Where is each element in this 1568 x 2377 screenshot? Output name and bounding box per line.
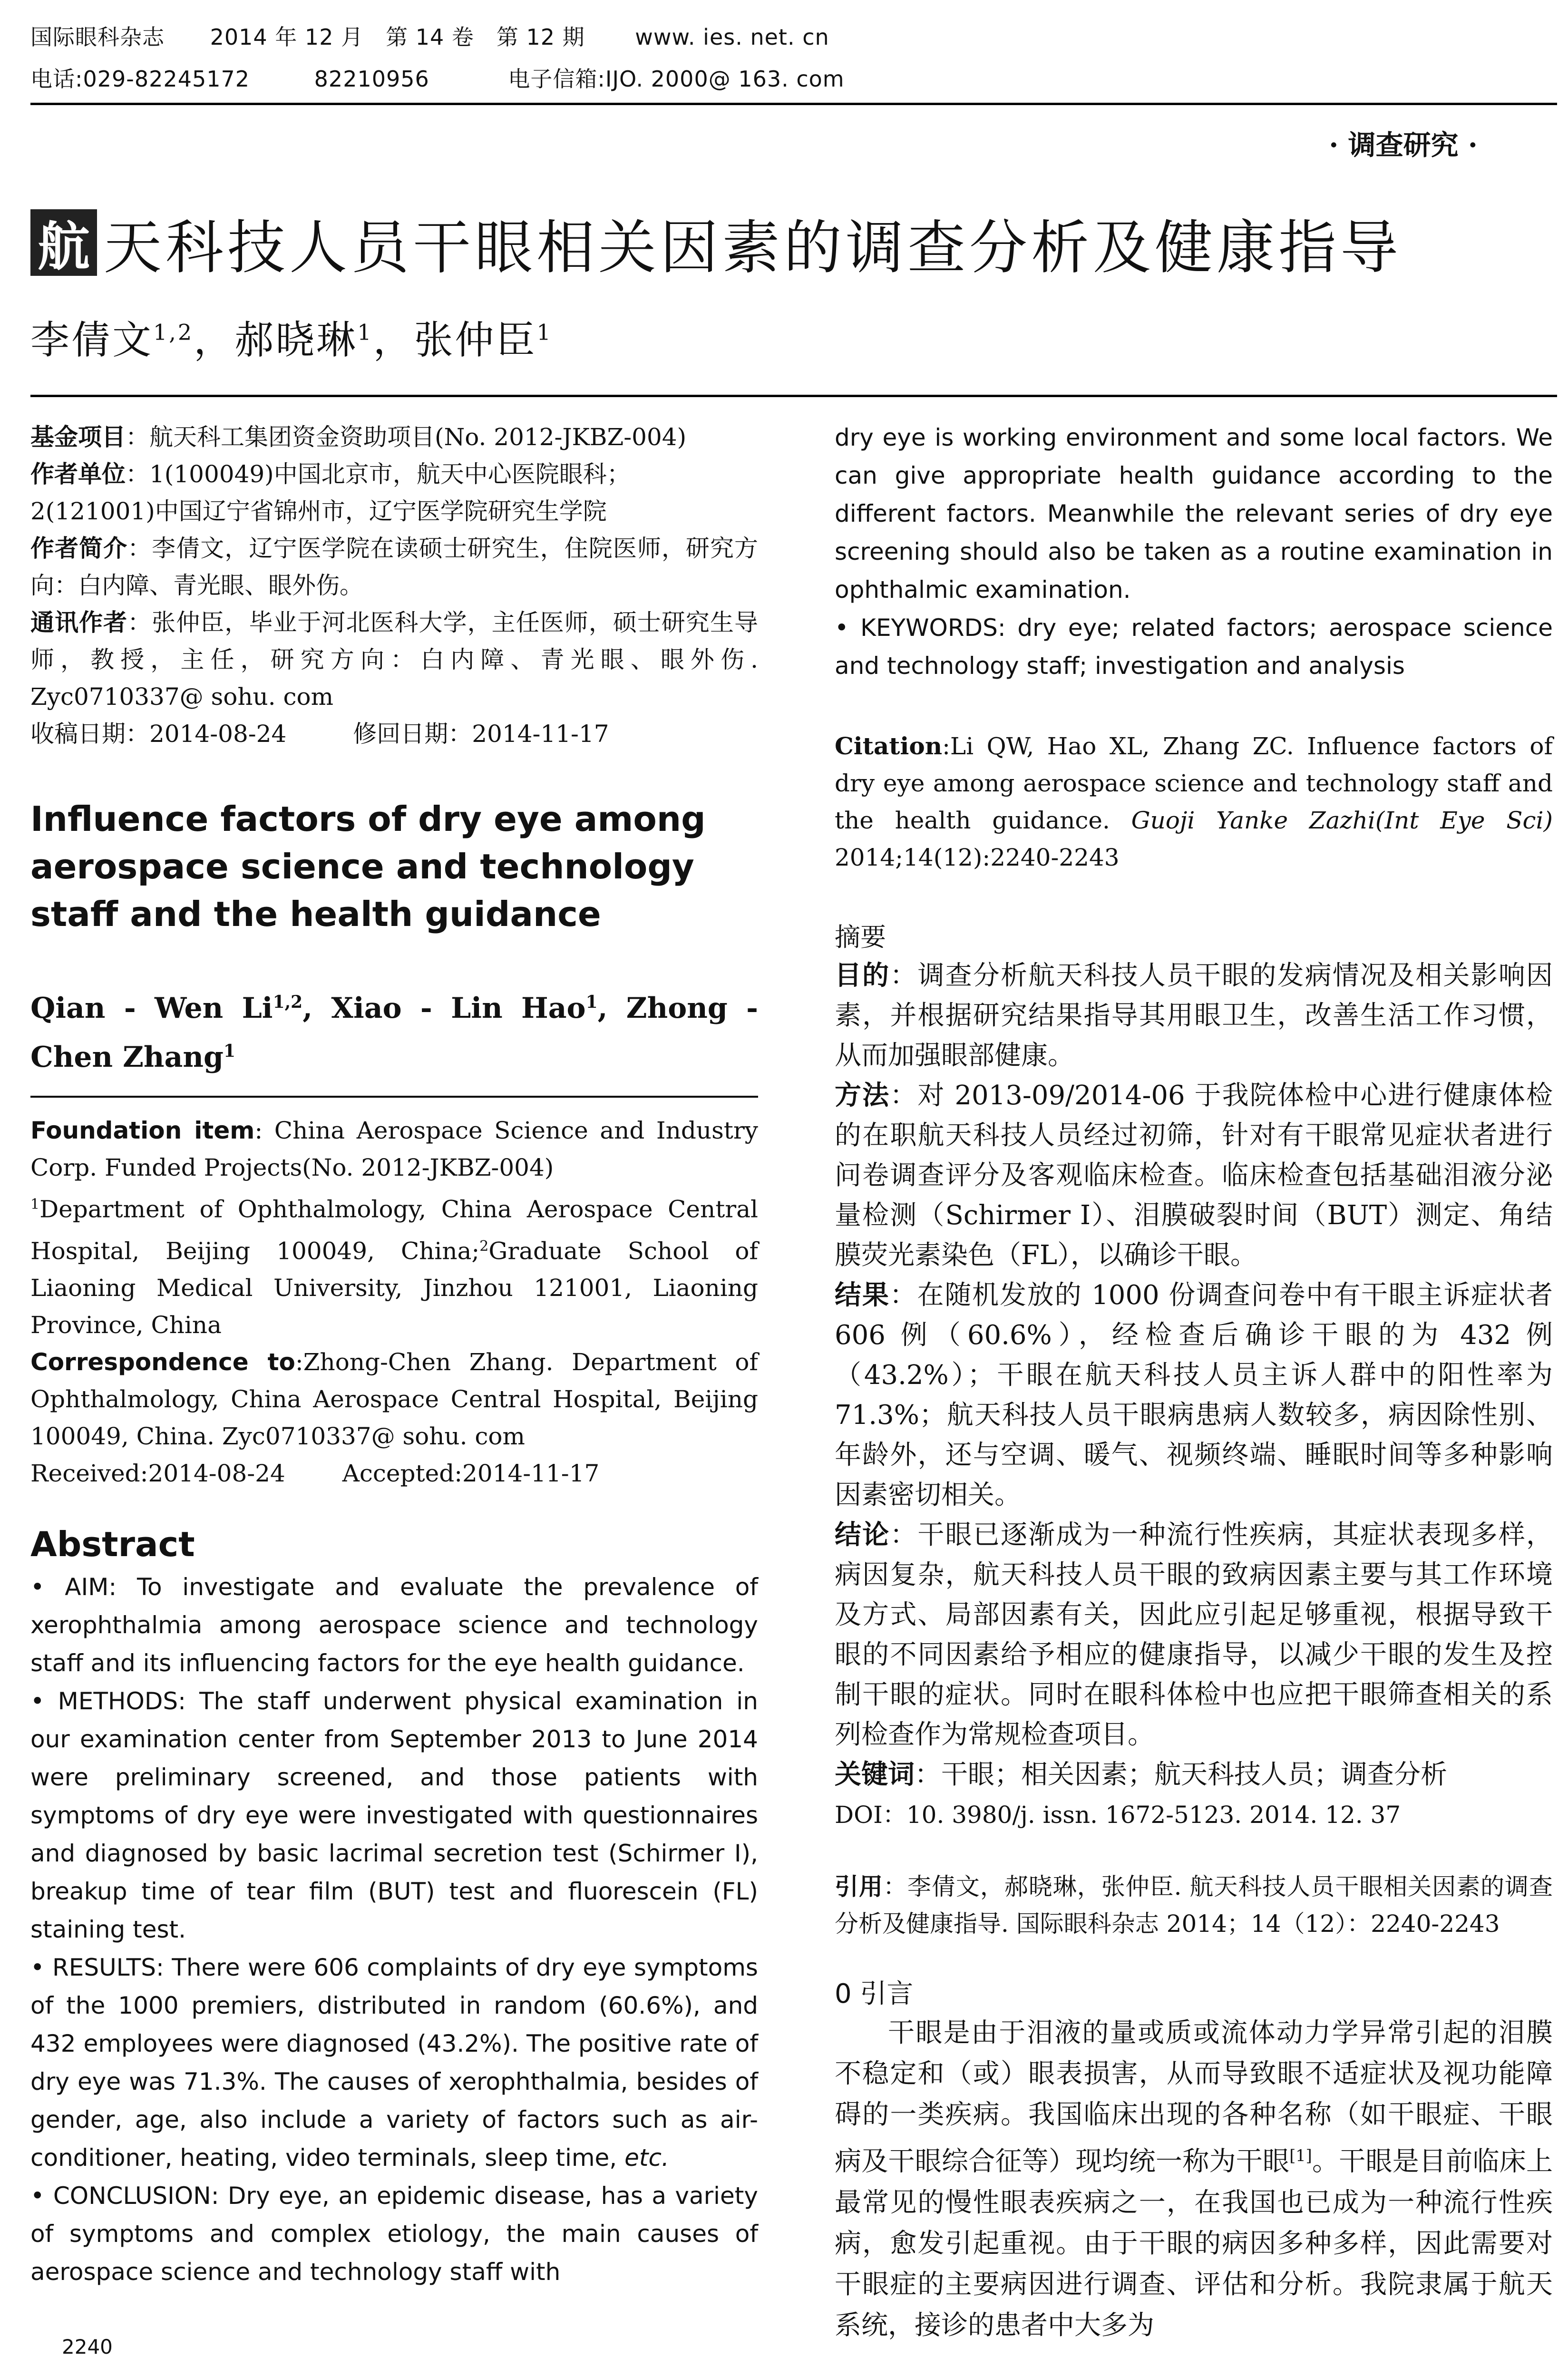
- abstract-results: • RESULTS: There were 606 complaints of dry eye symptoms of the 1000 premiers, distributed in random (60.6%), and 432 employees were diagnosed (43.2%). The positive rate of dry eye was 71.3%. The causes of xerophthalmia, besides of gender, age, also include a variety of factors such as air-conditioner, heating, video terminals, sleep time, etc.: [30, 1948, 758, 2177]
- en-authors: Qian - Wen Li$^{1,2}$, Xiao - Lin Hao$^1$, Zhong - Chen Zhang$^1$: [30, 992, 758, 1074]
- author-2: 郝晓琳: [234, 318, 358, 363]
- author-units: 作者单位：1(100049)中国北京市，航天中心医院眼科； 2(121001)中国辽宁省锦州市，辽宁医学院研究生学院: [30, 460, 631, 525]
- abstract-methods: • METHODS: The staff underwent physical examination in our examination center from September 2013 to June 2014 were preliminary screened, and those patients with symptoms of dry eye were investigated with questionnaires and diagnosed by basic lacrimal secretion test (Schirmer I), breakup time of tear film (BUT) test and fluorescein (FL) staining test.: [30, 1682, 758, 1948]
- page-number: 2240: [62, 2335, 113, 2358]
- phone: 电话:029-82245172: [30, 66, 250, 92]
- abstract-cn-methods: 方法：对 2013-09/2014-06 于我院体检中心进行健康体检的在职航天科技人员经过初筛，针对有干眼常见症状者进行问卷调查评分及客观临床检查。临床检查包括基础泪液分泌量检测（Schirmer Ⅰ）、泪膜破裂时间（BUT）测定、角结膜荧光素染色（FL），以确诊干眼。: [835, 1080, 1553, 1271]
- abstract-aim: • AIM: To investigate and evaluate the prevalence of xerophthalmia among aerospace science and technology staff and its influencing factors for the eye health guidance.: [30, 1568, 758, 1682]
- departments-en: $^1$Department of Ophthalmology, China Aerospace Central Hospital, Beijing 100049, China;$^2$Graduate School of Liaoning Medical University, Jinzhou 121001, Liaoning Province, China: [30, 1195, 759, 1339]
- title-rule: [30, 395, 1557, 397]
- dates-en: Received:2014-08-24 Accepted:2014-11-17: [30, 1460, 600, 1488]
- right-column: [835, 419, 1553, 2346]
- keywords-cn: 关键词：干眼；相关因素；航天科技人员；调查分析: [835, 1759, 1447, 1790]
- abstract-conclusion-cont: dry eye is working environment and some local factors. We can give appropriate health guidance according to the different factors. Meanwhile the relevant series of dry eye screening should also be taken as a routine examination in ophthalmic examination.: [835, 424, 1553, 604]
- title-text: 天科技人员干眼相关因素的调查分析及健康指导: [104, 214, 1402, 282]
- author-3: 张仲臣: [414, 318, 537, 363]
- phone-2: 82210956: [314, 66, 429, 92]
- abstract-cn-aim: 目的：调查分析航天科技人员干眼的发病情况及相关影响因素，并根据研究结果指导其用眼卫生，改善生活工作习惯，从而加强眼部健康。: [835, 960, 1553, 1071]
- author-bio: 作者简介：李倩文，辽宁医学院在读硕士研究生，住院医师，研究方向：白内障、青光眼、眼外伤。: [30, 535, 759, 599]
- correspondence-en: Correspondence to:Zhong-Chen Zhang. Department of Ophthalmology, China Aerospace Central Hospital, Beijing 100049, China. Zyc0710337@ sohu. com: [30, 1348, 758, 1451]
- website[interactable]: www. ies. net. cn: [635, 24, 829, 50]
- en-authors-rule: [30, 1096, 758, 1098]
- abstract-cn-heading: 摘要: [835, 922, 886, 952]
- intro-paragraph: 干眼是由于泪液的量或质或流体动力学异常引起的泪膜不稳定和（或）眼表损害，从而导致眼不适症状及视功能障碍的一类疾病。我国临床出现的各种名称（如干眼症、干眼病及干眼综合征等）现均统一称为干眼[1]。干眼是目前临床上最常见的慢性眼表疾病之一，在我国也已成为一种流行性疾病，愈发引起重视。由于干眼的病因多种多样，因此需要对干眼症的主要病因进行调查、评估和分析。我院隶属于航天系统，接诊的患者中大多为: [835, 2017, 1553, 2341]
- article-title: [30, 200, 1402, 285]
- intro-heading: 0 引言: [835, 1978, 914, 2009]
- dates-cn: 收稿日期：2014-08-24 修回日期：2014-11-17: [30, 720, 609, 748]
- abstract-heading: Abstract: [30, 1524, 195, 1565]
- title-dropcap: 航: [30, 209, 97, 276]
- journal-name: 国际眼科杂志: [30, 24, 165, 50]
- journal-header-line2: [30, 66, 845, 92]
- doi[interactable]: DOI：10. 3980/j. issn. 1672-5123. 2014. 12. 37: [835, 1801, 1401, 1829]
- foundation-item-en: Foundation item: China Aerospace Science and Industry Corp. Funded Projects(No. 2012-JKBZ-004): [30, 1117, 758, 1181]
- author-3-affil: 1: [536, 319, 553, 345]
- author-1-affil: 1,2: [153, 319, 194, 345]
- abstract-conclusion: • CONCLUSION: Dry eye, an epidemic disease, has a variety of symptoms and complex etiology, the main causes of aerospace science and technology staff with: [30, 2177, 758, 2291]
- abstract-cn-results: 结果：在随机发放的 1000 份调查问卷中有干眼主诉症状者 606 例（60.6%），经检查后确诊干眼的为 432 例（43.2%）；干眼在航天科技人员主诉人群中的阳性率为 71.3%；航天科技人员干眼病患病人数较多，病因除性别、年龄外，还与空调、暖气、视频终端、睡眠时间等多种影响因素密切相关。: [835, 1280, 1553, 1510]
- author-2-affil: 1: [357, 319, 373, 345]
- author-1: 李倩文: [30, 318, 154, 363]
- fund-info: 基金项目：航天科工集团资金资助项目(No. 2012-JKBZ-004): [30, 423, 687, 451]
- corresponding-author: 通讯作者：张仲臣，毕业于河北医科大学，主任医师，硕士研究生导师，教授，主任，研究方向：白内障、青光眼、眼外伤. Zyc0710337@ sohu. com: [30, 609, 759, 711]
- header-rule: [30, 103, 1557, 105]
- left-column: [30, 419, 758, 2291]
- citation-cn: 引用：李倩文，郝晓琳，张仲臣. 航天科技人员干眼相关因素的调查分析及健康指导. 国际眼科杂志 2014；14（12）：2240-2243: [835, 1873, 1553, 1938]
- keywords-en: • KEYWORDS: dry eye; related factors; aerospace science and technology staff; investigation and analysis: [835, 609, 1553, 685]
- email[interactable]: 电子信箱:IJO. 2000@ 163. com: [508, 66, 845, 92]
- authors-cn: 李倩文$^{1,2}$，郝晓琳$^1$，张仲臣$^1$: [30, 318, 553, 363]
- section-label: · 调查研究 ·: [1329, 129, 1478, 161]
- journal-header-line1: [30, 24, 829, 50]
- abstract-cn-conclusion: 结论：干眼已逐渐成为一种流行性疾病，其症状表现多样，病因复杂，航天科技人员干眼的致病因素主要与其工作环境及方式、局部因素有关，因此应引起足够重视，根据导致干眼的不同因素给予相应的健康指导，以减少干眼的发生及控制干眼的症状。同时在眼科体检中也应把干眼筛查相关的系列检查作为常规检查项目。: [835, 1520, 1553, 1750]
- citation-en: Citation:Li QW, Hao XL, Zhang ZC. Influence factors of dry eye among aerospace science and technology staff and the health guidance. Guoji Yanke Zazhi(Int Eye Sci) 2014;14(12):2240-2243: [835, 732, 1553, 871]
- en-title: Influence factors of dry eye among aerospace science and technology staff and the health guidance: [30, 799, 706, 934]
- issue-info: 2014 年 12 月 第 14 卷 第 12 期: [210, 24, 585, 50]
